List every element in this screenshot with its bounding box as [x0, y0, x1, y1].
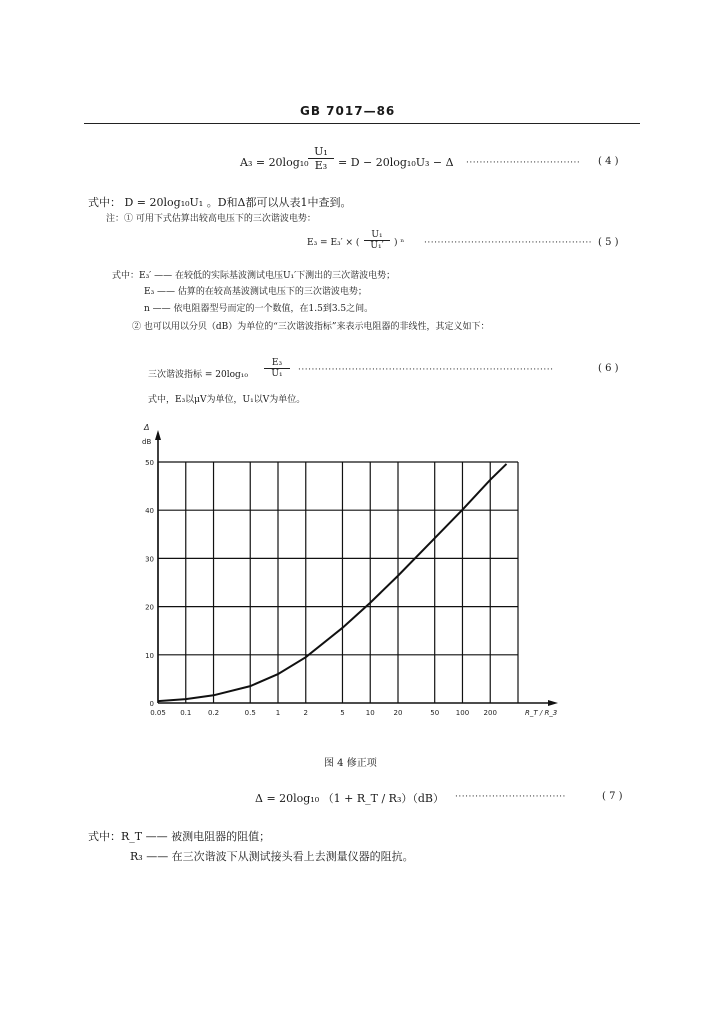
eq4-dots: ··································: [466, 158, 581, 168]
definition-r3: R₃ —— 在三次谐波下从测试接头看上去测量仪器的阻抗。: [130, 850, 414, 863]
y-tick-label: 30: [145, 555, 154, 564]
definition-e3: E₃ —— 估算的在较高基波测试电压下的三次谐波电势；: [144, 287, 367, 297]
x-tick-label: 10: [365, 709, 375, 717]
definition-rt: 式中：R_T —— 被测电阻器的阻值；: [88, 830, 271, 843]
eq5-lhs: E₃ = E₃′ × (: [307, 238, 360, 248]
eq5-rhs: ) ⁿ: [394, 238, 405, 248]
definition-e3-prime: 式中：E₃′ —— 在较低的实际基波测试电压U₁′下测出的三次谐波电势；: [112, 271, 396, 281]
x-tick-label: 5: [340, 709, 345, 717]
eq7-number: ( 7 ): [602, 791, 623, 802]
eq5-dots: ··················································: [424, 238, 593, 248]
eq4-denominator: E₃: [314, 159, 328, 172]
x-tick-label: 0.05: [150, 709, 166, 717]
eq4-number: ( 4 ): [598, 156, 619, 167]
y-tick-label: 50: [145, 459, 154, 467]
y-tick-label: 10: [145, 651, 154, 660]
x-tick-label: 50: [430, 709, 440, 717]
eq6-number: ( 6 ): [598, 363, 619, 374]
x-tick-label: 20: [393, 709, 403, 717]
x-tick-label: 0.5: [244, 709, 256, 717]
y-tick-label: 0: [149, 700, 154, 708]
eq5-denominator: U₁′: [370, 241, 384, 251]
eq4-numerator: U₁: [308, 145, 334, 159]
eq6-fraction: [264, 358, 290, 379]
x-tick-label: 100: [455, 709, 470, 717]
x-tick-label: 0.1: [180, 709, 192, 717]
figure-caption: 图 4 修正项: [324, 758, 377, 769]
y-axis-unit: dB: [142, 438, 152, 446]
eq6-denominator: U₁: [271, 369, 283, 379]
note-1: 注：① 可用下式估算出较高电压下的三次谐波电势：: [106, 214, 316, 224]
eq5-numerator: U₁: [364, 230, 390, 241]
eq6-lhs: 三次谐波指标 = 20log₁₀: [148, 370, 248, 380]
y-tick-label: 20: [145, 603, 154, 612]
x-tick-label: 2: [303, 709, 308, 717]
paragraph-units: 式中，E₃以μV为单位，U₁以V为单位。: [148, 395, 306, 405]
correction-chart: [130, 420, 570, 750]
x-tick-label: 0.2: [207, 709, 220, 717]
eq7-text: Δ = 20log₁₀ （1 + R_T / R₃）（dB）: [255, 792, 444, 805]
standard-number: GB 7017—86: [300, 104, 396, 118]
eq5-fraction: [364, 230, 390, 251]
paragraph-d-definition: 式中： D = 20log₁₀U₁ 。D和Δ都可以从表1中查到。: [88, 196, 352, 209]
x-axis-arrow: [548, 700, 558, 706]
eq6-dots: ············································································: [298, 365, 554, 375]
y-axis-label: Δ: [144, 423, 150, 432]
definition-n: n —— 依电阻器型号而定的一个数值，在1.5到3.5之间。: [144, 304, 374, 314]
x-axis-label: R_T / R_3: [525, 709, 558, 717]
eq4-fraction: [308, 145, 334, 172]
eq6-numerator: E₃: [264, 358, 290, 369]
eq5-number: ( 5 ): [598, 237, 619, 248]
eq4-rhs: = D − 20log₁₀U₃ − Δ: [338, 156, 454, 169]
x-tick-label: 200: [483, 709, 497, 717]
x-tick-label: 1: [275, 709, 281, 717]
eq7-dots: ·································: [455, 792, 566, 802]
y-tick-label: 40: [145, 507, 154, 516]
y-axis-arrow: [155, 430, 161, 440]
header-rule: [84, 123, 640, 124]
eq4-lhs: A₃ = 20log₁₀: [240, 156, 309, 169]
note-2: ② 也可以用以分贝（dB）为单位的“三次谐波指标”来表示电阻器的非线性，其定义如下：: [132, 322, 490, 332]
series-line: [158, 464, 506, 701]
